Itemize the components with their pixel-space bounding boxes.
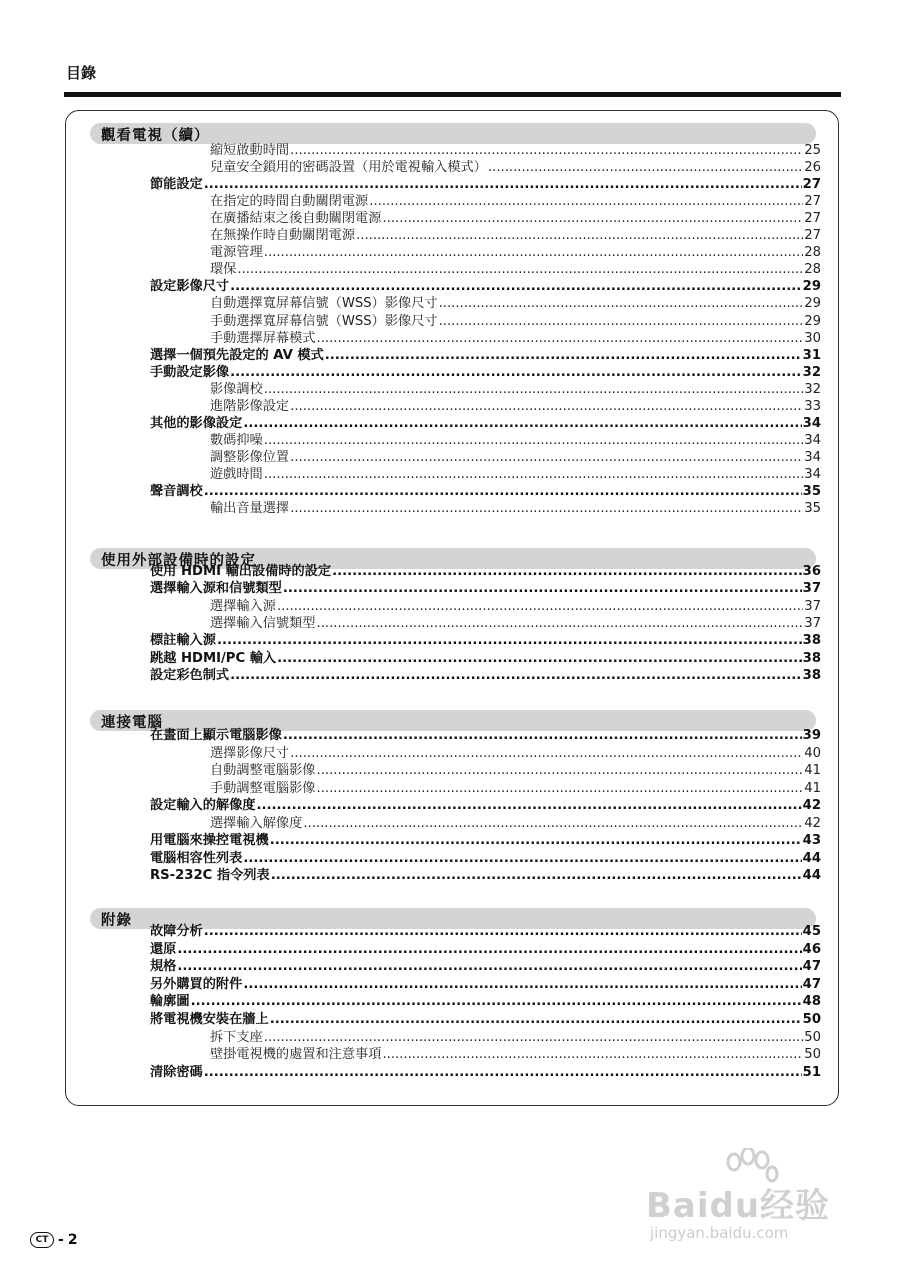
dot-leader: [243, 415, 801, 433]
dot-leader: [290, 745, 803, 763]
footer-separator: -: [58, 1232, 64, 1248]
toc-entry-page: 41: [804, 763, 821, 778]
toc-entry[interactable]: [210, 159, 821, 177]
toc-entry-title: 跳越 HDMI/PC 輸入: [150, 650, 277, 666]
toc-entry[interactable]: [150, 580, 821, 598]
toc-entry[interactable]: [150, 176, 821, 194]
toc-entry-page: 34: [804, 466, 821, 482]
toc-entry[interactable]: [150, 364, 821, 382]
toc-entry-title: 進階影像設定: [210, 398, 290, 414]
toc-entry-title: 輪廓圖: [150, 994, 190, 1010]
baidu-watermark: [640, 1148, 870, 1258]
toc-entry-page: 28: [804, 262, 821, 278]
dot-leader: [290, 142, 803, 160]
toc-entry[interactable]: [210, 142, 821, 160]
toc-entry-page: 27: [804, 194, 821, 210]
toc-entry-title: 輸出音量選擇: [210, 501, 290, 517]
dot-leader: [264, 381, 803, 399]
toc-entry-page: 37: [804, 616, 821, 632]
toc-entry-page: 33: [804, 398, 821, 414]
toc-entry[interactable]: [210, 398, 821, 416]
toc-entry-title: 選擇輸入源: [210, 598, 276, 614]
header-rule: [64, 92, 841, 97]
toc-entry-title: 手動選擇屏幕模式: [210, 330, 316, 346]
section-title: 附錄: [101, 913, 132, 929]
dot-leader: [439, 295, 804, 313]
toc-entry-title: RS-232C 指令列表: [150, 868, 270, 883]
toc-entry[interactable]: [150, 850, 821, 868]
toc-entry-title: 數碼抑噪: [210, 432, 263, 448]
toc-entry-page: 42: [802, 798, 821, 813]
toc-entry-page: 43: [802, 833, 821, 848]
toc-entry-page: 51: [802, 1064, 821, 1080]
toc-entry-title: 在無操作時自動關閉電源: [210, 228, 356, 244]
toc-entry[interactable]: [210, 381, 821, 399]
toc-entry-page: 41: [804, 780, 821, 796]
dot-leader: [243, 976, 801, 994]
toc-entry[interactable]: [210, 449, 821, 467]
toc-entry-title: 在畫面上顯示電腦影像: [150, 728, 282, 743]
toc-entry[interactable]: [210, 210, 821, 228]
toc-entry-page: 27: [804, 228, 821, 244]
toc-entry-title: 手動選擇寬屏幕信號（WSS）影像尺寸: [210, 313, 438, 329]
dot-leader: [369, 193, 803, 211]
toc-entry-title: 選擇一個預先設定的 AV 模式: [150, 347, 324, 363]
toc-entry-title: 故障分析: [150, 924, 203, 939]
toc-entry[interactable]: [150, 976, 821, 994]
toc-entry-title: 影像調校: [210, 381, 263, 397]
toc-entry[interactable]: [210, 466, 821, 484]
toc-entry-page: 44: [802, 850, 821, 866]
toc-entry[interactable]: [210, 780, 821, 798]
dot-leader: [277, 650, 802, 668]
section-header: [90, 123, 816, 144]
toc-entry-title: 在廣播結束之後自動關閉電源: [210, 211, 382, 227]
toc-entry-title: 選擇輸入解像度: [210, 815, 303, 831]
dot-leader: [264, 432, 803, 450]
toc-entry[interactable]: [210, 1046, 821, 1064]
section-title: 連接電腦: [101, 715, 163, 731]
toc-entry-page: 28: [804, 245, 821, 261]
toc-entry-page: 32: [802, 364, 821, 380]
toc-entry-page: 47: [802, 976, 821, 992]
toc-entry-page: 50: [802, 1012, 821, 1027]
toc-entry-title: 節能設定: [150, 177, 203, 193]
dot-leader: [317, 780, 804, 798]
dot-leader: [317, 330, 804, 348]
toc-entry-page: 47: [802, 959, 821, 975]
toc-entry-title: 縮短啟動時間: [210, 143, 290, 158]
dot-leader: [270, 1011, 802, 1029]
dot-leader: [356, 227, 803, 245]
toc-entry-title: 設定輸入的解像度: [150, 798, 256, 813]
toc-entry-title: 設定彩色制式: [150, 668, 230, 684]
toc-entry-page: 38: [802, 668, 821, 684]
toc-entry-page: 42: [804, 815, 821, 831]
toc-entry[interactable]: [150, 832, 821, 850]
toc-entry-page: 34: [804, 449, 821, 465]
dot-leader: [290, 500, 803, 518]
toc-entry-page: 32: [804, 381, 821, 397]
toc-entry-title: 調整影像位置: [210, 449, 290, 465]
toc-entry[interactable]: [210, 193, 821, 211]
toc-entry-title: 還原: [150, 941, 177, 957]
toc-entry-title: 規格: [150, 959, 177, 975]
dot-leader: [283, 580, 802, 598]
watermark-url: jingyan.baidu.com: [650, 1224, 789, 1242]
toc-entry-title: 環保: [210, 262, 237, 278]
dot-leader: [439, 313, 804, 331]
toc-entry[interactable]: [210, 261, 821, 279]
toc-entry-title: 用電腦來操控電視機: [150, 833, 269, 848]
dot-leader: [177, 958, 801, 976]
toc-entry-page: 27: [802, 177, 821, 193]
dot-leader: [257, 797, 802, 815]
toc-entry-page: 50: [804, 1047, 821, 1063]
toc-entry-page: 39: [802, 728, 821, 743]
page-number: 2: [67, 1232, 78, 1248]
toc-entry-page: 46: [802, 941, 821, 957]
toc-entry-page: 26: [804, 160, 821, 176]
toc-entry-page: 40: [804, 745, 821, 761]
toc-entry-page: 34: [804, 432, 821, 448]
dot-leader: [382, 210, 803, 228]
dot-leader: [217, 632, 802, 650]
toc-entry[interactable]: [150, 650, 821, 668]
dot-leader: [204, 1064, 802, 1082]
dot-leader: [264, 1029, 803, 1047]
toc-entry[interactable]: [150, 797, 821, 815]
toc-entry-page: 44: [802, 868, 821, 883]
dot-leader: [243, 850, 801, 868]
toc-entry[interactable]: [150, 958, 821, 976]
toc-entry[interactable]: [150, 867, 821, 885]
toc-entry-page: 36: [802, 564, 821, 579]
toc-entry[interactable]: [210, 598, 821, 616]
toc-entry-page: 37: [804, 598, 821, 614]
toc-entry[interactable]: [150, 483, 821, 501]
toc-entry[interactable]: [150, 923, 821, 941]
toc-entry-title: 拆下支座: [210, 1029, 263, 1045]
dot-leader: [230, 364, 802, 382]
toc-entry[interactable]: [150, 993, 821, 1011]
toc-entry-page: 31: [802, 347, 821, 363]
toc-entry-title: 另外購買的附件: [150, 976, 243, 992]
toc-entry[interactable]: [210, 295, 821, 313]
dot-leader: [271, 867, 802, 885]
toc-entry-title: 手動設定影像: [150, 364, 230, 380]
toc-entry-page: 38: [802, 633, 821, 649]
toc-entry-title: 選擇影像尺寸: [210, 745, 290, 761]
toc-entry[interactable]: [210, 1029, 821, 1047]
toc-entry-title: 兒童安全鎖用的密碼設置（用於電視輸入模式）: [210, 160, 487, 176]
toc-entry-page: 35: [802, 484, 821, 499]
dot-leader: [382, 1046, 803, 1064]
dot-leader: [290, 449, 803, 467]
dot-leader: [277, 598, 803, 616]
toc-entry[interactable]: [210, 432, 821, 450]
toc-entry[interactable]: [210, 815, 821, 833]
toc-entry-page: 29: [804, 296, 821, 312]
toc-entry-title: 設定影像尺寸: [150, 279, 230, 295]
toc-entry[interactable]: [150, 941, 821, 959]
page-title: 目錄: [66, 64, 97, 82]
toc-entry[interactable]: [150, 415, 821, 433]
dot-leader: [325, 347, 802, 365]
toc-entry-page: 27: [804, 211, 821, 227]
toc-entry[interactable]: [210, 227, 821, 245]
toc-entry[interactable]: [210, 330, 821, 348]
page-footer: [30, 1232, 78, 1248]
dot-leader: [488, 159, 803, 177]
toc-entry[interactable]: [150, 278, 821, 296]
dot-leader: [332, 563, 802, 581]
toc-entry-title: 其他的影像設定: [150, 415, 243, 431]
toc-entry-title: 使用 HDMI 輸出設備時的設定: [150, 564, 332, 579]
toc-entry[interactable]: [150, 563, 821, 581]
toc-entry-page: 50: [804, 1029, 821, 1045]
toc-entry-title: 選擇輸入源和信號類型: [150, 581, 282, 597]
dot-leader: [237, 261, 803, 279]
toc-entry-title: 在指定的時間自動關閉電源: [210, 194, 369, 210]
toc-entry-page: 34: [802, 415, 821, 431]
language-badge: CT: [30, 1232, 54, 1248]
toc-entry[interactable]: [150, 727, 821, 745]
toc-entry-page: 29: [802, 279, 821, 295]
dot-leader: [204, 483, 802, 501]
dot-leader: [283, 727, 802, 745]
dot-leader: [290, 398, 803, 416]
toc-entry-title: 遊戲時間: [210, 466, 263, 482]
toc-entry[interactable]: [210, 313, 821, 331]
toc-entry-title: 自動選擇寬屏幕信號（WSS）影像尺寸: [210, 296, 438, 312]
toc-entry[interactable]: [210, 615, 821, 633]
toc-entry-title: 手動調整電腦影像: [210, 780, 316, 796]
toc-entry[interactable]: [150, 1011, 821, 1029]
toc-entry[interactable]: [150, 1064, 821, 1082]
toc-entry-title: 壁掛電視機的處置和注意事項: [210, 1047, 382, 1063]
toc-entry-title: 電腦相容性列表: [150, 850, 243, 866]
toc-entry-page: 30: [804, 330, 821, 346]
dot-leader: [191, 993, 802, 1011]
toc-entry[interactable]: [150, 632, 821, 650]
toc-entry[interactable]: [210, 745, 821, 763]
dot-leader: [264, 244, 803, 262]
dot-leader: [230, 667, 802, 685]
toc-entry[interactable]: [210, 762, 821, 780]
section-title: 觀看電視（續）: [101, 128, 210, 144]
toc-entry-title: 清除密碼: [150, 1064, 203, 1080]
toc-entry-title: 電源管理: [210, 245, 263, 261]
toc-entry-page: 38: [802, 650, 821, 666]
dot-leader: [317, 762, 804, 780]
toc-entry[interactable]: [150, 667, 821, 685]
toc-entry-page: 48: [802, 994, 821, 1010]
toc-entry-title: 聲音調校: [150, 484, 203, 499]
dot-leader: [264, 466, 803, 484]
toc-entry[interactable]: [150, 347, 821, 365]
toc-entry[interactable]: [210, 244, 821, 262]
toc-entry-title: 標註輸入源: [150, 633, 216, 649]
toc-entry-title: 自動調整電腦影像: [210, 763, 316, 778]
toc-entry-title: 選擇輸入信號類型: [210, 616, 316, 632]
section-title: 使用外部設備時的設定: [101, 553, 256, 569]
toc-entry-page: 35: [804, 501, 821, 517]
toc-entry-title: 將電視機安裝在牆上: [150, 1012, 269, 1027]
watermark-brand: Baidu经验: [646, 1186, 831, 1226]
toc-entry-page: 29: [804, 313, 821, 329]
dot-leader: [317, 615, 804, 633]
dot-leader: [177, 941, 801, 959]
dot-leader: [230, 278, 802, 296]
dot-leader: [204, 176, 802, 194]
toc-entry-page: 37: [802, 581, 821, 597]
toc-entry[interactable]: [210, 500, 821, 518]
dot-leader: [270, 832, 802, 850]
toc-entry-page: 25: [804, 143, 821, 158]
toc-entry-page: 45: [802, 924, 821, 939]
dot-leader: [303, 815, 803, 833]
dot-leader: [204, 923, 802, 941]
